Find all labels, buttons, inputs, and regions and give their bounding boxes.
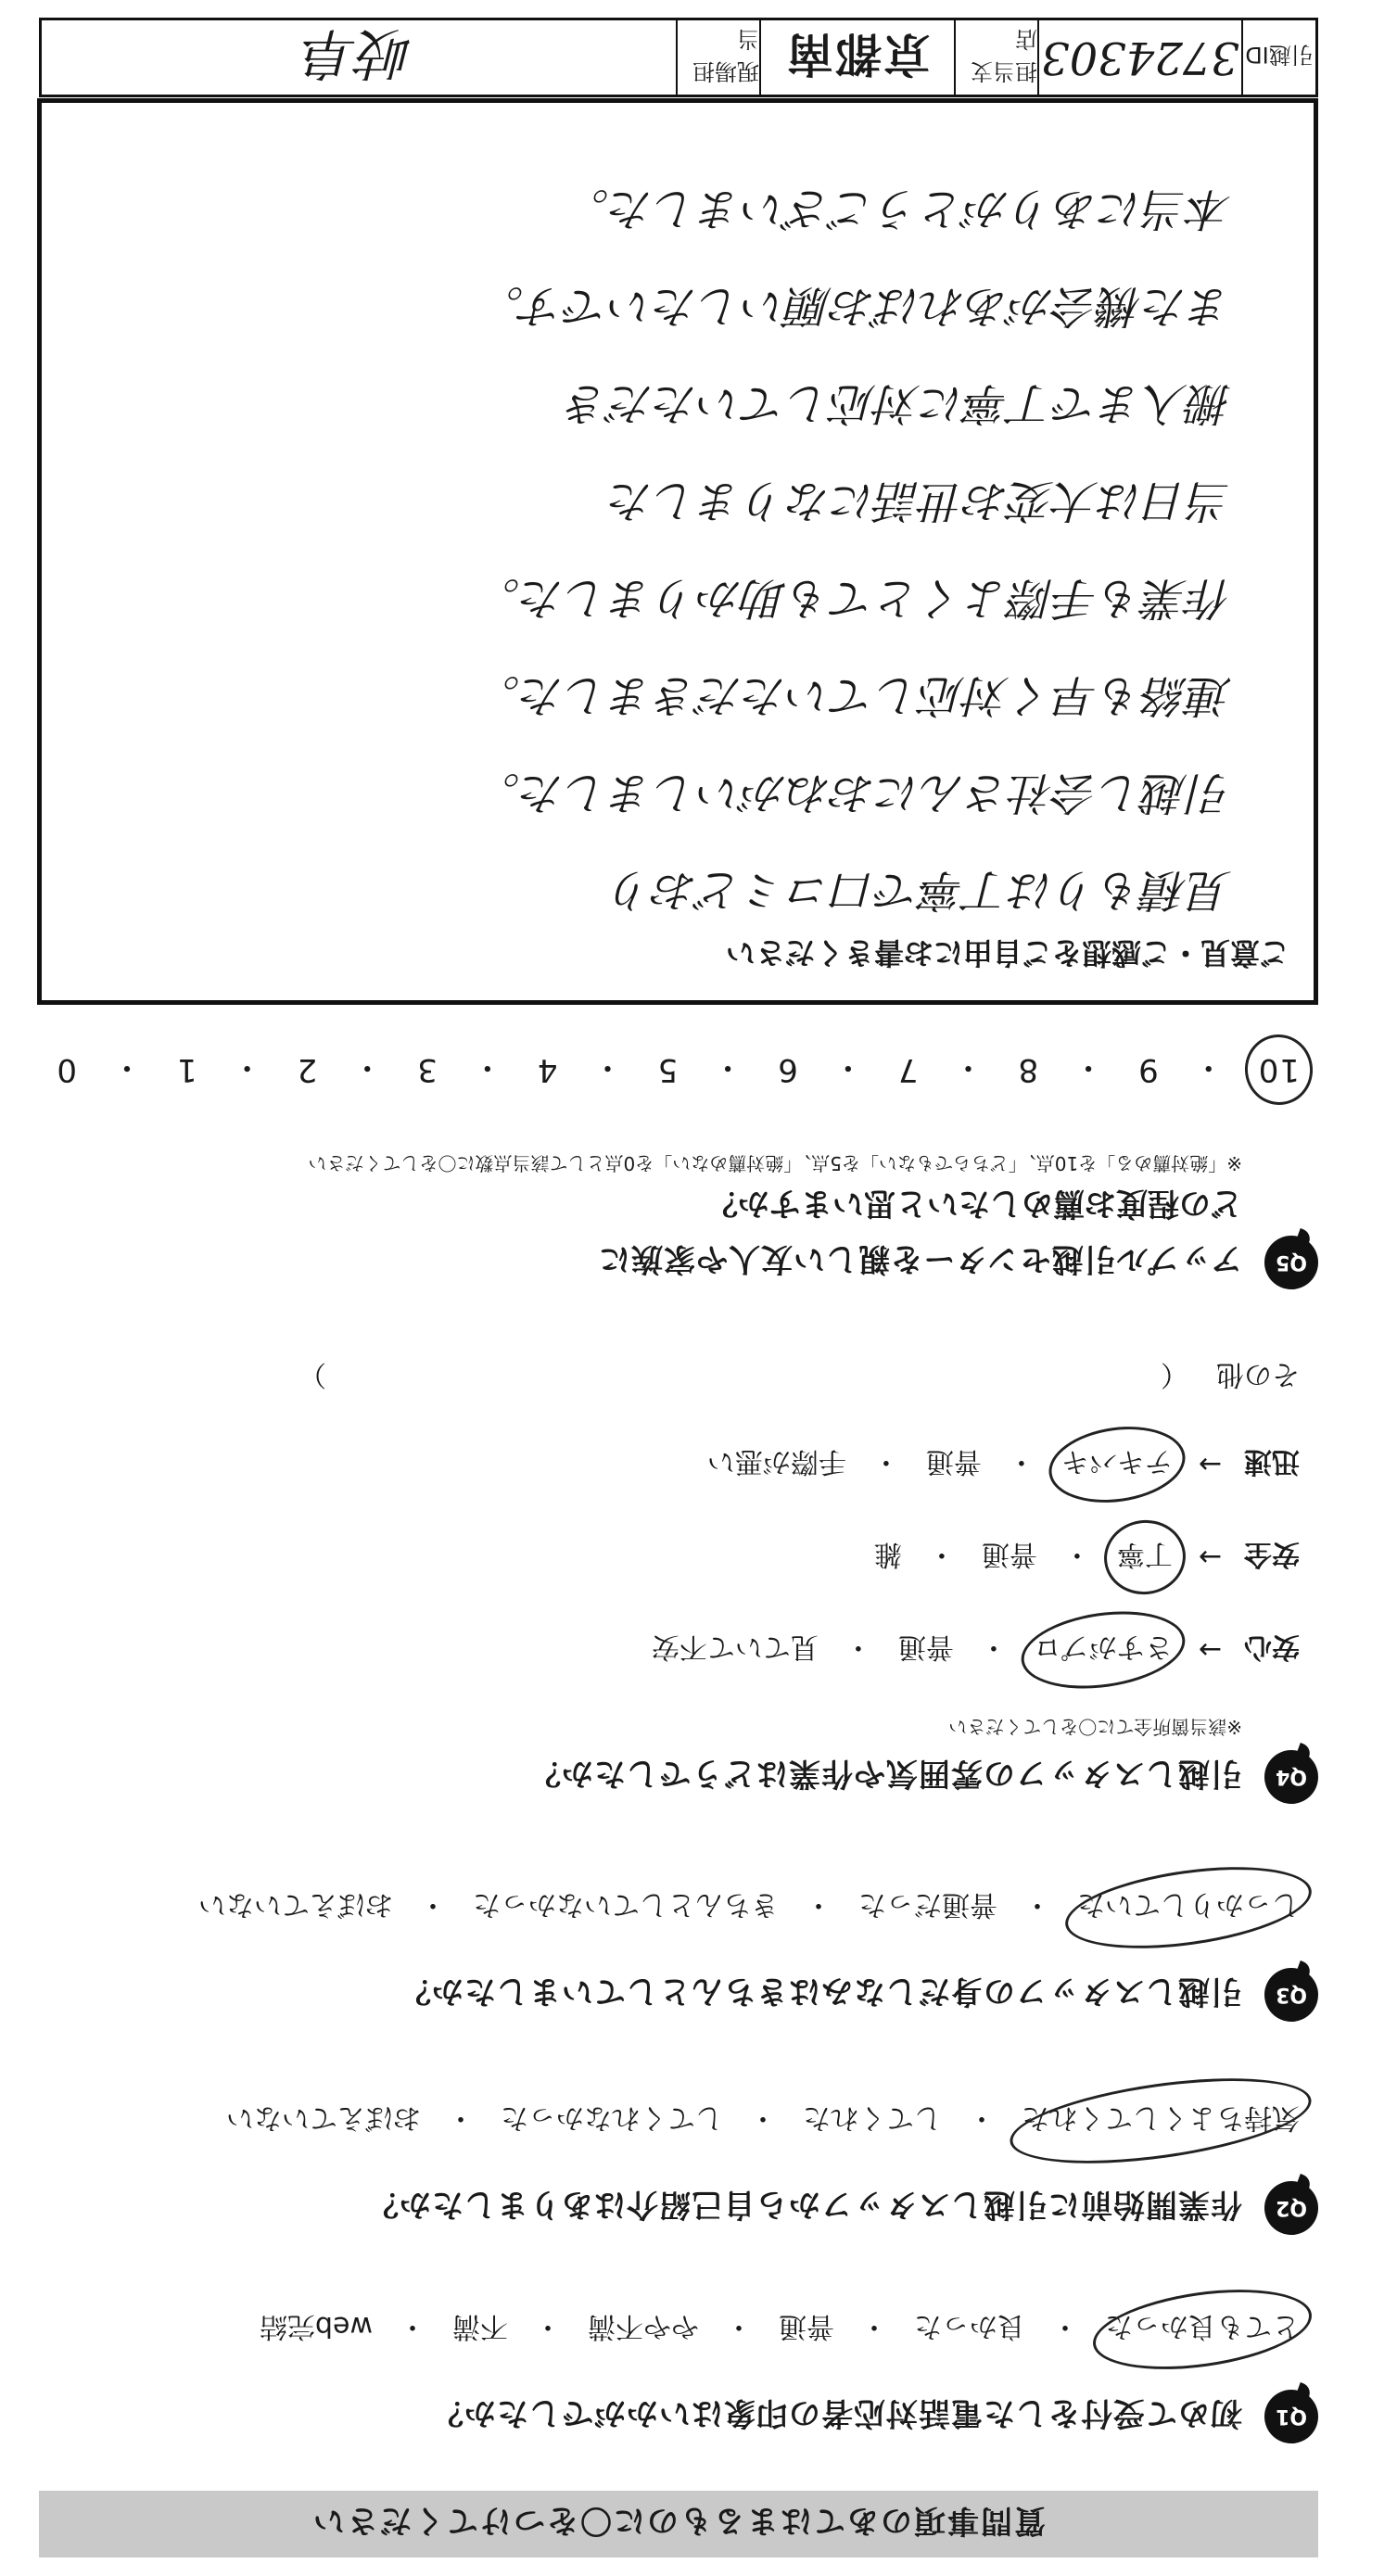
q4-option[interactable]: 見ていて不安 (651, 1631, 819, 1663)
arrow-icon: → (1198, 1633, 1222, 1667)
q1-badge: Q1 (1264, 2390, 1318, 2443)
survey-form (39, 18, 1318, 2557)
q4-paren-close: ） (298, 1358, 326, 1390)
q2-option[interactable]: 気持ちよくしてくれた (1022, 2100, 1300, 2141)
q1-option[interactable]: とても良かった (1105, 2309, 1300, 2350)
id-value: 3724303 (1037, 20, 1241, 95)
scale-value[interactable]: 4 (536, 1051, 558, 1089)
scale-value[interactable]: 9 (1137, 1051, 1159, 1089)
question-5 (39, 1151, 1318, 1292)
q5-badge: Q5 (1264, 1236, 1318, 1289)
q5-text-line1: アップル引越センターを親しい友人や家族に (598, 1240, 1242, 1278)
comments-box[interactable] (37, 98, 1318, 1005)
comments-title: ご意見・ご感想をご自由にお書きください (725, 935, 1289, 971)
branch-label: 担当支店 (954, 20, 1037, 95)
q4-other-label: その他 (1216, 1358, 1300, 1390)
q3-option[interactable]: しっかりしていた (1077, 1887, 1300, 1928)
handwritten-line: 連絡も早く対応していただきました。 (475, 669, 1232, 721)
scale-value[interactable]: 6 (777, 1051, 798, 1089)
handwritten-line: 当日は大変お世話になりました (608, 475, 1232, 527)
question-1 (39, 2309, 1318, 2446)
q5-text-line2: どの程度お薦めしたいと思いますか？ (706, 1185, 1242, 1222)
q1-options: とても良かった ・ 良かった ・ 普通 ・ やや不満 ・ 不満 ・ web完結 (39, 2309, 1300, 2350)
q3-text: 引越しスタッフの身だしなみはきちんとしていましたか？ (399, 1973, 1242, 2011)
q4-row-anshin: 安心 → さすがプロ ・ 普通 ・ 見ていて不安 (39, 1630, 1300, 1670)
handwritten-line: 搬入まで丁寧に対応していただき (564, 377, 1232, 429)
scale-value[interactable]: 1 (175, 1051, 197, 1089)
q2-badge: Q2 (1264, 2181, 1318, 2235)
q4-option[interactable]: 普通 (925, 1445, 982, 1478)
q4-option[interactable]: 丁寧 (1117, 1537, 1173, 1578)
q4-option[interactable]: テキパキ (1061, 1444, 1173, 1485)
arrow-icon: → (1198, 1448, 1222, 1481)
q2-option[interactable]: してくれた (803, 2101, 942, 2134)
q1-option[interactable]: やや不満 (588, 2310, 699, 2342)
scale-value[interactable]: 3 (416, 1051, 438, 1089)
q3-option[interactable]: おぼえていない (198, 1888, 393, 1921)
handwritten-line: また機会があればお願いしたいです。 (478, 280, 1232, 332)
q4-row-jinsoku: 迅速 → テキパキ ・ 普通 ・ 手際が悪い (39, 1444, 1300, 1485)
q4-badge: Q4 (1264, 1750, 1318, 1804)
id-table (39, 18, 1318, 97)
handwritten-line: 引越し会社さんにおねがいしました。 (475, 767, 1232, 818)
q3-option[interactable]: きちんとしていなかった (473, 1888, 779, 1921)
form-banner: 質問事項のあてはまるものに〇をつけてください (39, 2491, 1318, 2557)
q4-option[interactable]: 普通 (897, 1631, 954, 1663)
q4-text: 引越しスタッフの雰囲気や作業はどうでしたか？ (528, 1755, 1242, 1793)
q4-row-label: 安心 (1244, 1631, 1300, 1663)
q1-option[interactable]: 不満 (452, 2310, 508, 2342)
q1-option[interactable]: 普通 (779, 2310, 834, 2342)
q4-option[interactable]: 普通 (981, 1538, 1037, 1570)
branch-value: 京都南 (759, 20, 954, 95)
arrow-icon: → (1198, 1541, 1222, 1574)
scale-value[interactable]: 5 (656, 1051, 679, 1089)
q1-option[interactable]: 良かった (914, 2310, 1025, 2342)
scale-value[interactable]: 8 (1017, 1051, 1039, 1089)
q4-row-anzen: 安全 → 丁寧 ・ 普通 ・ 雑 (39, 1537, 1300, 1578)
q3-option[interactable]: 普通だった (858, 1888, 997, 1921)
q4-note: ※該当箇所全てに〇をしてください (948, 1716, 1242, 1738)
q4-other (39, 1357, 1300, 1398)
q2-option[interactable]: おぼえていない (226, 2101, 421, 2134)
q5-note: ※「絶対薦める」を10点、「どちらでもない」を5点、「絶対薦めない」を0点として該当点数に〇をしてください (308, 1152, 1242, 1174)
q1-text: 初めて受付をした電話対応者の印象はいかがでしたか？ (431, 2394, 1242, 2432)
q4-paren-open: （ (1161, 1358, 1188, 1390)
scale-value[interactable]: 7 (896, 1051, 919, 1089)
staff-signature: 岐阜 (303, 20, 414, 85)
handwritten-line: 本当にありがとうございました。 (564, 183, 1232, 235)
q4-option[interactable]: 雑 (873, 1538, 902, 1570)
q2-option[interactable]: してくれなかった (501, 2101, 723, 2134)
q4-option[interactable]: 手際が悪い (706, 1445, 846, 1478)
scale-value[interactable]: 0 (56, 1051, 77, 1089)
q2-options: 気持ちよくしてくれた ・ してくれた ・ してくれなかった ・ おぼえていない (39, 2100, 1300, 2141)
question-2 (39, 2100, 1318, 2238)
scale-value[interactable]: 2 (296, 1051, 318, 1089)
q4-row-label: 安全 (1244, 1538, 1300, 1570)
handwritten-line: 見積もりは丁寧で口コミどおり (608, 864, 1232, 916)
q3-badge: Q3 (1264, 1968, 1318, 2022)
q4-option[interactable]: さすがプロ (1034, 1630, 1173, 1670)
q2-text: 作業開始前に引越しスタッフから自己紹介はありましたか？ (366, 2186, 1242, 2224)
question-4 (39, 1357, 1318, 1807)
question-3 (39, 1887, 1318, 2024)
handwritten-line: 作業も手際よくとても助かりました。 (475, 572, 1232, 624)
q4-other-field[interactable] (326, 1357, 1161, 1398)
q3-options: しっかりしていた ・ 普通だった ・ きちんとしていなかった ・ おぼえていない (39, 1887, 1300, 1928)
q5-scale: 10 ・ 9 ・ 8 ・ 7 ・ 6 ・ 5 ・ 4 ・ 3 ・ 2 ・ 1 ・ 0 (56, 1048, 1300, 1089)
id-label: 引越ID (1241, 20, 1315, 95)
staff-label: 現場担当 (676, 20, 759, 95)
q1-option[interactable]: web完結 (259, 2310, 373, 2342)
scale-value[interactable]: 10 (1257, 1051, 1300, 1089)
q4-row-label: 迅速 (1244, 1445, 1300, 1478)
